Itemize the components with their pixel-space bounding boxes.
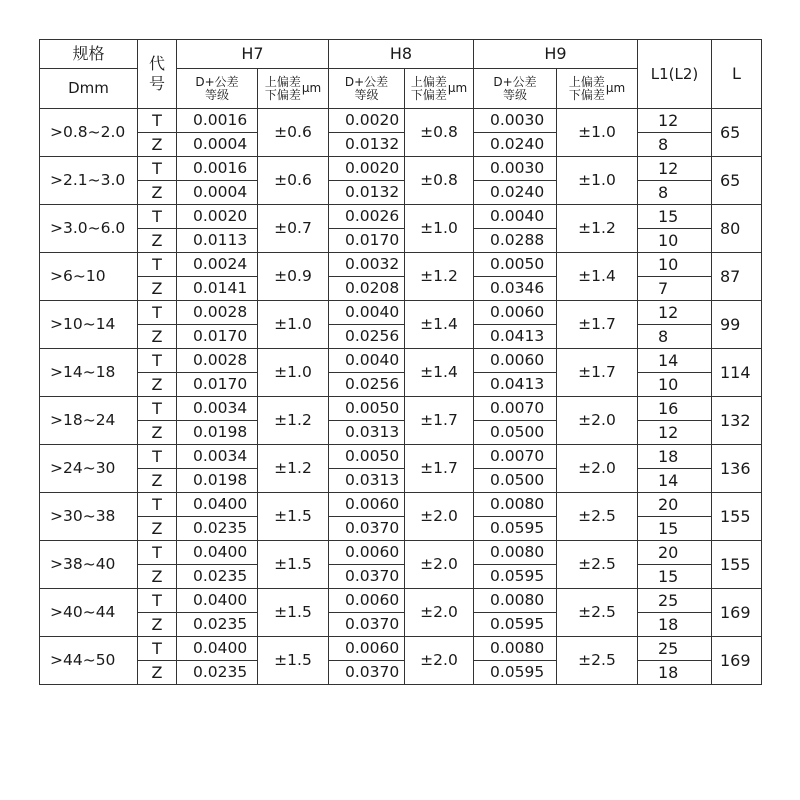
code-t-cell: T [138,349,177,373]
deviation-value: ±2.0 [405,493,474,541]
tolerance-t-value: 0.0070 [474,445,557,469]
l-value: 132 [712,397,762,445]
tolerance-z-value: 0.0113 [177,229,258,253]
l2-value: 10 [638,373,712,397]
deviation-value: ±1.7 [405,445,474,493]
tolerance-z-value: 0.0595 [474,565,557,589]
spec-range-cell: >2.1~3.0 [40,157,138,205]
deviation-value: ±2.5 [557,541,638,589]
tolerance-z-value: 0.0313 [329,421,405,445]
tolerance-z-value: 0.0235 [177,613,258,637]
l1-value: 20 [638,541,712,565]
tolerance-z-value: 0.0240 [474,181,557,205]
code-t-cell: T [138,541,177,565]
code-z-cell: Z [138,517,177,541]
deviation-value: ±1.2 [557,205,638,253]
code-z-cell: Z [138,229,177,253]
spec-range-cell: >18~24 [40,397,138,445]
code-t-cell: T [138,637,177,661]
deviation-value: ±1.4 [405,301,474,349]
tolerance-t-value: 0.0026 [329,205,405,229]
deviation-value: ±1.5 [258,493,329,541]
tolerance-z-value: 0.0256 [329,373,405,397]
tolerance-t-value: 0.0030 [474,157,557,181]
deviation-value: ±1.7 [405,397,474,445]
sub-grade-label: 等级 [204,87,229,102]
header-row-1 [40,40,762,69]
tolerance-z-value: 0.0595 [474,613,557,637]
tolerance-t-value: 0.0040 [474,205,557,229]
sub-tolerance-label: D+公差 [493,74,537,89]
tolerance-z-value: 0.0132 [329,181,405,205]
tolerance-z-value: 0.0004 [177,133,258,157]
deviation-value: ±0.7 [258,205,329,253]
table-row-t [40,445,762,469]
code-z-cell: Z [138,325,177,349]
l1-value: 20 [638,493,712,517]
tolerance-z-value: 0.0595 [474,661,557,685]
spec-range-cell: >44~50 [40,637,138,685]
l2-value: 8 [638,325,712,349]
code-t-cell: T [138,205,177,229]
table-row-z [40,181,762,205]
header-h7-deviation [258,69,329,109]
tolerance-t-value: 0.0400 [177,589,258,613]
l-value: 65 [712,109,762,157]
code-t-cell: T [138,445,177,469]
table-row-t [40,637,762,661]
tolerance-z-value: 0.0170 [177,373,258,397]
l-value: 87 [712,253,762,301]
code-t-cell: T [138,589,177,613]
table-row-z [40,469,762,493]
table-row-t [40,301,762,325]
deviation-value: ±2.0 [405,637,474,685]
code-t-cell: T [138,253,177,277]
deviation-value: ±0.8 [405,157,474,205]
deviation-value: ±1.7 [557,301,638,349]
tolerance-z-value: 0.0004 [177,181,258,205]
tolerance-z-value: 0.0235 [177,517,258,541]
l1-value: 12 [638,301,712,325]
deviation-value: ±0.9 [258,253,329,301]
deviation-value: ±2.5 [557,637,638,685]
l-value: 65 [712,157,762,205]
deviation-value: ±1.7 [557,349,638,397]
l1-value: 25 [638,589,712,613]
tolerance-z-value: 0.0313 [329,469,405,493]
spec-range-cell: >30~38 [40,493,138,541]
tolerance-z-value: 0.0370 [329,565,405,589]
unit-label: μm [301,81,322,95]
table-row-z [40,613,762,637]
table-row-t [40,205,762,229]
code-z-cell: Z [138,133,177,157]
tolerance-t-value: 0.0050 [329,445,405,469]
spec-range-cell: >10~14 [40,301,138,349]
l2-value: 10 [638,229,712,253]
tolerance-t-value: 0.0028 [177,349,258,373]
deviation-value: ±2.0 [557,445,638,493]
deviation-value: ±1.0 [258,301,329,349]
tolerance-t-value: 0.0030 [474,109,557,133]
header-code [138,40,177,109]
tolerance-t-value: 0.0060 [474,349,557,373]
table-row-t [40,589,762,613]
header-h8-deviation [405,69,474,109]
header-h9: H9 [474,40,638,69]
tolerance-z-value: 0.0500 [474,469,557,493]
l2-value: 8 [638,181,712,205]
header-h9-deviation [557,69,638,109]
tolerance-t-value: 0.0060 [474,301,557,325]
tolerance-z-value: 0.0170 [177,325,258,349]
code-z-cell: Z [138,565,177,589]
l1-value: 12 [638,157,712,181]
l-value: 114 [712,349,762,397]
code-z-cell: Z [138,469,177,493]
tolerance-t-value: 0.0070 [474,397,557,421]
header-dmm: Dmm [40,69,138,109]
table-row-z [40,133,762,157]
header-spec: 规格 [40,40,138,69]
unit-label: μm [605,81,626,95]
tolerance-t-value: 0.0400 [177,541,258,565]
tolerance-t-value: 0.0060 [329,589,405,613]
tolerance-t-value: 0.0028 [177,301,258,325]
header-h8-tolerance-grade [329,69,405,109]
sub-lower-dev-label: 下偏差 [410,87,447,102]
sub-lower-dev-label: 下偏差 [264,87,301,102]
l-value: 80 [712,205,762,253]
code-t-cell: T [138,109,177,133]
tolerance-z-value: 0.0346 [474,277,557,301]
tolerance-z-value: 0.0370 [329,613,405,637]
tolerance-t-value: 0.0020 [329,157,405,181]
tolerance-z-value: 0.0370 [329,661,405,685]
table-row-z [40,565,762,589]
sub-grade-label: 等级 [354,87,379,102]
l-value: 169 [712,589,762,637]
tolerance-t-value: 0.0080 [474,493,557,517]
tolerance-t-value: 0.0034 [177,445,258,469]
header-h9-tolerance-grade [474,69,557,109]
spec-range-cell: >6~10 [40,253,138,301]
tolerance-t-value: 0.0050 [329,397,405,421]
tolerance-z-value: 0.0500 [474,421,557,445]
table-row-t [40,349,762,373]
tolerance-z-value: 0.0413 [474,325,557,349]
tolerance-t-value: 0.0020 [177,205,258,229]
deviation-value: ±2.0 [405,589,474,637]
l1-value: 18 [638,445,712,469]
deviation-value: ±1.4 [405,349,474,397]
table-row-t [40,397,762,421]
l2-value: 15 [638,565,712,589]
deviation-value: ±0.8 [405,109,474,157]
deviation-value: ±1.5 [258,589,329,637]
deviation-value: ±1.0 [405,205,474,253]
sub-lower-dev-label: 下偏差 [568,87,605,102]
l-value: 136 [712,445,762,493]
l2-value: 15 [638,517,712,541]
tolerance-z-value: 0.0288 [474,229,557,253]
deviation-value: ±2.0 [405,541,474,589]
tolerance-z-value: 0.0198 [177,421,258,445]
l1-value: 10 [638,253,712,277]
deviation-value: ±0.6 [258,157,329,205]
l1-value: 12 [638,109,712,133]
l2-value: 18 [638,613,712,637]
table-row-t [40,493,762,517]
deviation-value: ±2.5 [557,589,638,637]
tolerance-z-value: 0.0235 [177,565,258,589]
code-z-cell: Z [138,277,177,301]
l2-value: 14 [638,469,712,493]
spec-range-cell: >24~30 [40,445,138,493]
l-value: 155 [712,541,762,589]
tolerance-z-value: 0.0132 [329,133,405,157]
tolerance-z-value: 0.0595 [474,517,557,541]
code-t-cell: T [138,493,177,517]
tolerance-t-value: 0.0080 [474,589,557,613]
code-z-cell: Z [138,613,177,637]
tolerance-t-value: 0.0040 [329,301,405,325]
tolerance-spec-table [39,39,762,685]
table-row-z [40,373,762,397]
tolerance-z-value: 0.0208 [329,277,405,301]
header-code-text [138,54,176,94]
table-row-t [40,541,762,565]
spec-table-body [40,109,762,685]
tolerance-t-value: 0.0024 [177,253,258,277]
tolerance-z-value: 0.0141 [177,277,258,301]
tolerance-t-value: 0.0050 [474,253,557,277]
deviation-value: ±1.2 [258,397,329,445]
spec-range-cell: >14~18 [40,349,138,397]
l1-value: 16 [638,397,712,421]
spec-range-cell: >3.0~6.0 [40,205,138,253]
tolerance-t-value: 0.0032 [329,253,405,277]
sub-tolerance-label: D+公差 [344,74,389,89]
deviation-value: ±1.2 [258,445,329,493]
code-z-cell: Z [138,661,177,685]
tolerance-z-value: 0.0235 [177,661,258,685]
l2-value: 7 [638,277,712,301]
tolerance-t-value: 0.0060 [329,637,405,661]
tolerance-z-value: 0.0198 [177,469,258,493]
tolerance-t-value: 0.0060 [329,493,405,517]
deviation-value: ±1.5 [258,637,329,685]
header-code-char-2: 号 [148,74,165,93]
sub-upper-dev-label: 上偏差 [568,74,605,89]
l2-value: 8 [638,133,712,157]
header-l: L [712,40,762,109]
deviation-value: ±2.0 [557,397,638,445]
unit-label: μm [447,81,468,95]
l1-value: 25 [638,637,712,661]
header-h7: H7 [177,40,329,69]
table-row-t [40,253,762,277]
deviation-value: ±1.5 [258,541,329,589]
header-h8: H8 [329,40,474,69]
sub-upper-dev-label: 上偏差 [410,74,447,89]
l-value: 155 [712,493,762,541]
tolerance-z-value: 0.0256 [329,325,405,349]
tolerance-z-value: 0.0170 [329,229,405,253]
tolerance-t-value: 0.0016 [177,109,258,133]
code-z-cell: Z [138,373,177,397]
code-t-cell: T [138,301,177,325]
header-h7-tolerance-grade [177,69,258,109]
l1-value: 15 [638,205,712,229]
l2-value: 12 [638,421,712,445]
tolerance-t-value: 0.0020 [329,109,405,133]
tolerance-t-value: 0.0080 [474,541,557,565]
spec-range-cell: >0.8~2.0 [40,109,138,157]
table-row-t [40,109,762,133]
deviation-value: ±1.2 [405,253,474,301]
code-z-cell: Z [138,421,177,445]
header-l1: L1(L2) [638,40,712,109]
header-code-char-1: 代 [148,54,165,73]
table-row-z [40,661,762,685]
spec-range-cell: >40~44 [40,589,138,637]
sub-upper-dev-label: 上偏差 [264,74,301,89]
table-row-z [40,325,762,349]
tolerance-t-value: 0.0034 [177,397,258,421]
tolerance-z-value: 0.0413 [474,373,557,397]
l-value: 99 [712,301,762,349]
code-t-cell: T [138,157,177,181]
spec-range-cell: >38~40 [40,541,138,589]
table-row-z [40,421,762,445]
code-t-cell: T [138,397,177,421]
tolerance-t-value: 0.0060 [329,541,405,565]
tolerance-z-value: 0.0240 [474,133,557,157]
deviation-value: ±1.0 [258,349,329,397]
l-value: 169 [712,637,762,685]
sub-grade-label: 等级 [502,87,527,102]
deviation-value: ±1.4 [557,253,638,301]
code-z-cell: Z [138,181,177,205]
l1-value: 14 [638,349,712,373]
table-row-t [40,157,762,181]
table-row-z [40,229,762,253]
tolerance-t-value: 0.0016 [177,157,258,181]
table-row-z [40,517,762,541]
l2-value: 18 [638,661,712,685]
deviation-value: ±0.6 [258,109,329,157]
table-row-z [40,277,762,301]
deviation-value: ±1.0 [557,157,638,205]
tolerance-t-value: 0.0400 [177,493,258,517]
tolerance-z-value: 0.0370 [329,517,405,541]
deviation-value: ±2.5 [557,493,638,541]
tolerance-t-value: 0.0080 [474,637,557,661]
deviation-value: ±1.0 [557,109,638,157]
tolerance-t-value: 0.0400 [177,637,258,661]
sub-tolerance-label: D+公差 [195,74,239,89]
tolerance-t-value: 0.0040 [329,349,405,373]
